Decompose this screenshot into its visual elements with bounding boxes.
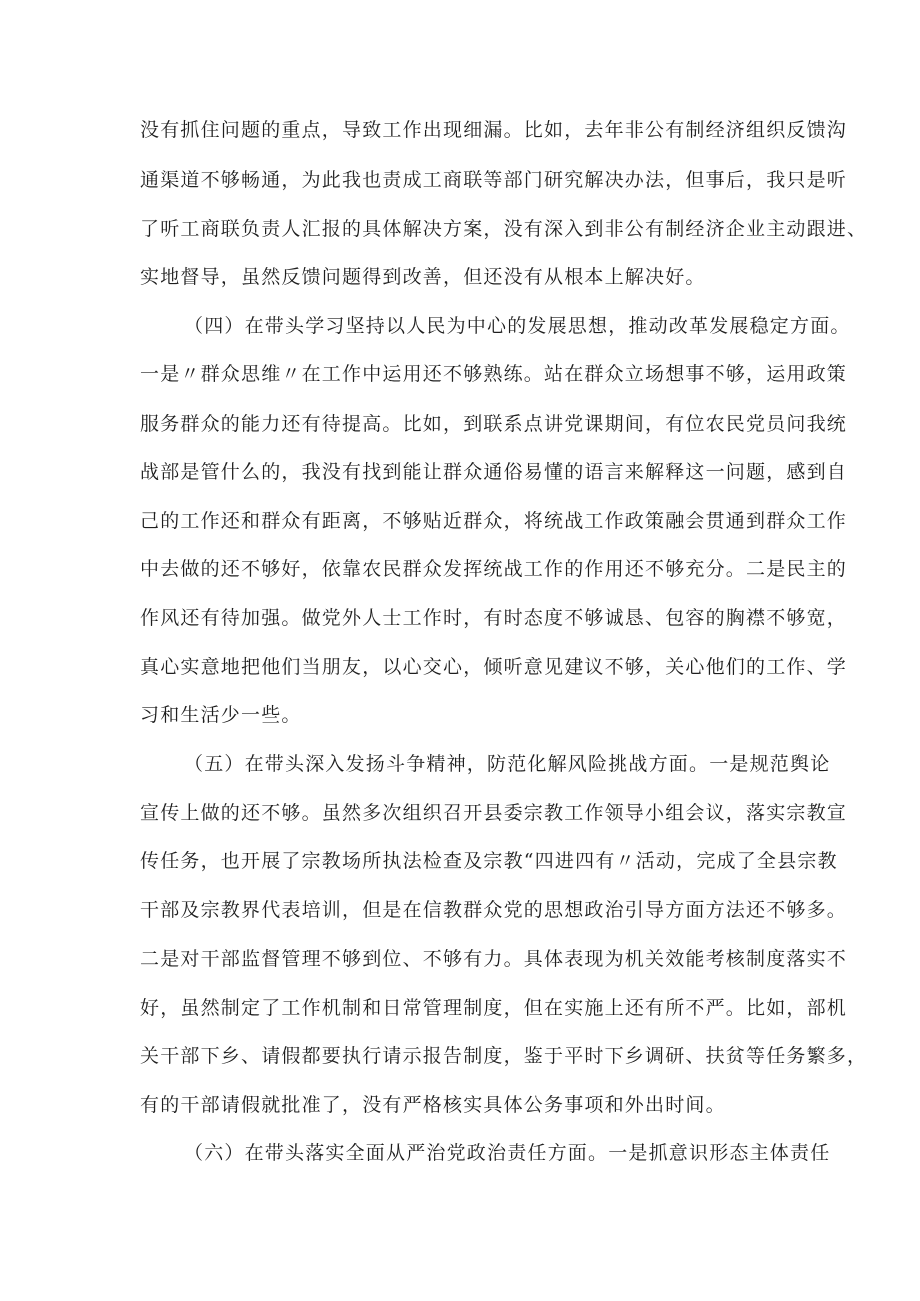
text-line: 好，虽然制定了工作机制和日常管理制度，但在实施上还有所不严。比如，部机 <box>140 997 848 1019</box>
text-line: 习和生活少一些。 <box>140 704 302 726</box>
text-line: 实地督导，虽然反馈问题得到改善，但还没有从根本上解决好。 <box>140 266 706 288</box>
text-line: 有的干部请假就批准了，没有严格核实具体公务事项和外出时间。 <box>140 1094 726 1116</box>
text-line: 干部及宗教界代表培训，但是在信教群众党的思想政治引导方面方法还不够多。 <box>140 899 848 921</box>
text-line: 一是〃群众思维〃在工作中运用还不够熟练。站在群众立场想事不够，运用政策 <box>140 363 848 385</box>
text-line: 二是对干部监督管理不够到位、不够有力。具体表现为机关效能考核制度落实不 <box>140 948 848 970</box>
text-line: 宣传上做的还不够。虽然多次组织召开县委宗教工作领导小组会议，落实宗教宣 <box>140 802 848 824</box>
text-line: 服务群众的能力还有待提高。比如，到联系点讲党课期间，有位农民党员问我统 <box>140 413 848 435</box>
text-line: 己的工作还和群众有距离，不够贴近群众，将统战工作政策融会贯通到群众工作 <box>140 510 848 532</box>
text-line: 了听工商联负责人汇报的具体解决方案，没有深入到非公有制经济企业主动跟进、 <box>140 218 868 240</box>
text-line: 中去做的还不够好，依靠农民群众发挥统战工作的作用还不够充分。二是民主的 <box>140 558 848 580</box>
section-heading-six: （六）在带头落实全面从严治党政治责任方面。一是抓意识形态主体责任 <box>184 1142 831 1164</box>
text-line: 通渠道不够畅通，为此我也责成工商联等部门研究解决办法，但事后，我只是听 <box>140 169 848 191</box>
section-heading-five: （五）在带头深入发扬斗争精神，防范化解风险挑战方面。一是规范舆论 <box>184 753 831 775</box>
section-heading-four: （四）在带头学习坚持以人民为中心的发展思想，推动改革发展稳定方面。 <box>184 315 851 337</box>
text-line: 作风还有待加强。做党外人士工作时，有时态度不够诚恳、包容的胸襟不够宽， <box>140 607 848 629</box>
text-line: 传任务，也开展了宗教场所执法检查及宗教“四进四有〃活动，完成了全县宗教 <box>140 850 838 872</box>
text-line: 没有抓住问题的重点，导致工作出现细漏。比如，去年非公有制经济组织反馈沟 <box>140 119 848 141</box>
text-line: 真心实意地把他们当朋友，以心交心，倾听意见建议不够，关心他们的工作、学 <box>140 656 848 678</box>
text-line: 关干部下乡、请假都要执行请示报告制度，鉴于平时下乡调研、扶贫等任务繁多， <box>140 1045 868 1067</box>
text-line: 战部是管什么的，我没有找到能让群众通俗易懂的语言来解释这一问题，感到自 <box>140 461 848 483</box>
